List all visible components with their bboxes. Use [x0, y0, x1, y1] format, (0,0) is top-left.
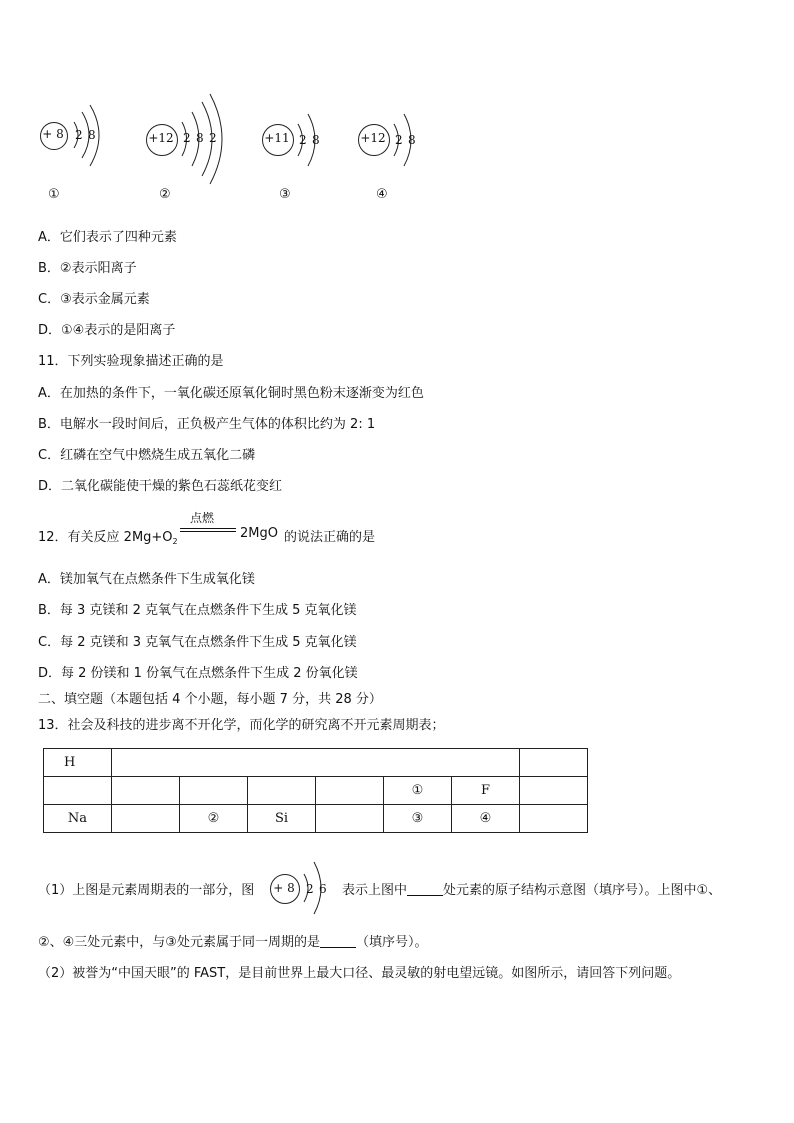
shell-count: 2 — [75, 128, 83, 142]
table-row — [44, 777, 588, 805]
shell-count: 2 — [306, 882, 314, 896]
table-cell — [520, 749, 588, 777]
answer-blank[interactable] — [320, 935, 356, 948]
equals-bar-top — [180, 528, 236, 529]
table-row — [44, 749, 588, 777]
equals-bar-bottom — [180, 531, 236, 532]
shell-count: 8 — [312, 133, 320, 147]
q13-part1-b — [342, 879, 721, 898]
table-cell: ④ — [452, 805, 520, 833]
shell-count: 2 — [183, 131, 191, 145]
table-cell — [316, 777, 384, 805]
q11-option-a: A．在加热的条件下，一氧化碳还原氧化铜时黑色粉末逐渐变为红色 — [38, 386, 424, 401]
table-cell — [316, 805, 384, 833]
q13-part2: （2）被誉为“中国天眼”的 FAST，是目前世界上最大口径、最灵敏的射电望远镜。如图所示，请回答下列问题。 — [38, 966, 681, 981]
q11-option-d: D．二氧化碳能使干燥的紫色石蕊纸花变红 — [38, 479, 283, 494]
nucleus-charge: +12 — [148, 131, 174, 145]
nucleus-charge: +11 — [264, 131, 290, 145]
table-cell — [520, 777, 588, 805]
table-cell: Si — [248, 805, 316, 833]
table-cell — [112, 777, 180, 805]
table-cell — [112, 805, 180, 833]
answer-blank[interactable] — [407, 883, 443, 896]
q10-option-b: B．②表示阳离子 — [38, 261, 137, 276]
shell-count: 2 — [209, 131, 217, 145]
shell-count: 8 — [408, 133, 416, 147]
q11-option-b: B．电解水一段时间后，正负极产生气体的体积比约为 2: 1 — [38, 417, 376, 432]
q10-option-c: C．③表示金属元素 — [38, 292, 150, 307]
q12-product: 2MgO — [240, 526, 278, 541]
table-cell — [248, 777, 316, 805]
table-row — [44, 805, 588, 833]
shell-count: 2 — [395, 133, 403, 147]
atom-diagram-4 — [358, 100, 468, 180]
table-cell: ① — [384, 777, 452, 805]
q13-part1-d — [38, 935, 427, 951]
q13-stem: 13．社会及科技的进步离不开化学，而化学的研究离不开元素周期表； — [38, 718, 445, 733]
nucleus-charge: + 8 — [42, 127, 64, 141]
section-heading: 二、填空题（本题包括 4 个小题，每小题 7 分，共 28 分） — [38, 692, 382, 707]
atom-diagram-oxygen — [270, 852, 340, 922]
nucleus-charge: + 8 — [273, 881, 295, 895]
table-cell — [44, 777, 112, 805]
q10-option-a: A．它们表示了四种元素 — [38, 230, 177, 245]
q12-option-c: C．每 2 克镁和 3 克氧气在点燃条件下生成 5 克氧化镁 — [38, 635, 357, 650]
q13-part1-a: （1）上图是元素周期表的一部分，图 — [38, 883, 255, 898]
q12-option-a: A．镁加氧气在点燃条件下生成氧化镁 — [38, 572, 255, 587]
table-cell: ② — [180, 805, 248, 833]
q12-option-b: B．每 3 克镁和 2 克氧气在点燃条件下生成 5 克氧化镁 — [38, 603, 357, 618]
table-cell: ③ — [384, 805, 452, 833]
nucleus-charge: +12 — [360, 131, 386, 145]
atom-diagram-3 — [262, 100, 372, 180]
table-cell — [112, 749, 520, 777]
table-cell — [180, 777, 248, 805]
shell-count: 2 — [299, 133, 307, 147]
q11-stem: 11．下列实验现象描述正确的是 — [38, 354, 224, 369]
q12-stem — [38, 526, 178, 546]
diagram-label: ② — [159, 187, 171, 202]
shell-count: 6 — [319, 882, 327, 896]
q10-option-d: D．①④表示的是阳离子 — [38, 323, 176, 338]
reaction-condition: 点燃 — [190, 511, 215, 525]
q11-option-c: C．红磷在空气中燃烧生成五氧化二磷 — [38, 448, 256, 463]
q12-prefix: 12．有关反应 2Mg+O — [38, 530, 173, 545]
q13-part1-c-text: 处元素的原子结构示意图（填序号）。上图中①、 — [443, 883, 722, 898]
q13-part1-b-text: 表示上图中 — [342, 883, 408, 898]
diagram-label: ④ — [376, 187, 388, 202]
periodic-table-fragment — [43, 748, 588, 833]
q12-suffix: 的说法正确的是 — [284, 530, 376, 545]
table-cell: H — [44, 749, 112, 777]
table-cell — [520, 805, 588, 833]
diagram-label: ① — [48, 187, 60, 202]
electron-shells-icon — [146, 94, 236, 184]
diagram-label: ③ — [279, 187, 291, 202]
q13-part1-d-text: ②、④三处元素中，与③处元素属于同一周期的是 — [38, 935, 320, 950]
shell-count: 8 — [88, 128, 96, 142]
atom-diagram-2 — [146, 94, 256, 174]
atom-diagram-1 — [38, 100, 148, 180]
q12-subscript: 2 — [172, 537, 178, 546]
shell-count: 8 — [196, 131, 204, 145]
table-cell: Na — [44, 805, 112, 833]
table-cell: F — [452, 777, 520, 805]
electron-shells-icon — [270, 852, 340, 922]
q13-part1-e-text: （填序号）。 — [355, 935, 428, 950]
q12-option-d: D．每 2 份镁和 1 份氧气在点燃条件下生成 2 份氧化镁 — [38, 666, 358, 681]
